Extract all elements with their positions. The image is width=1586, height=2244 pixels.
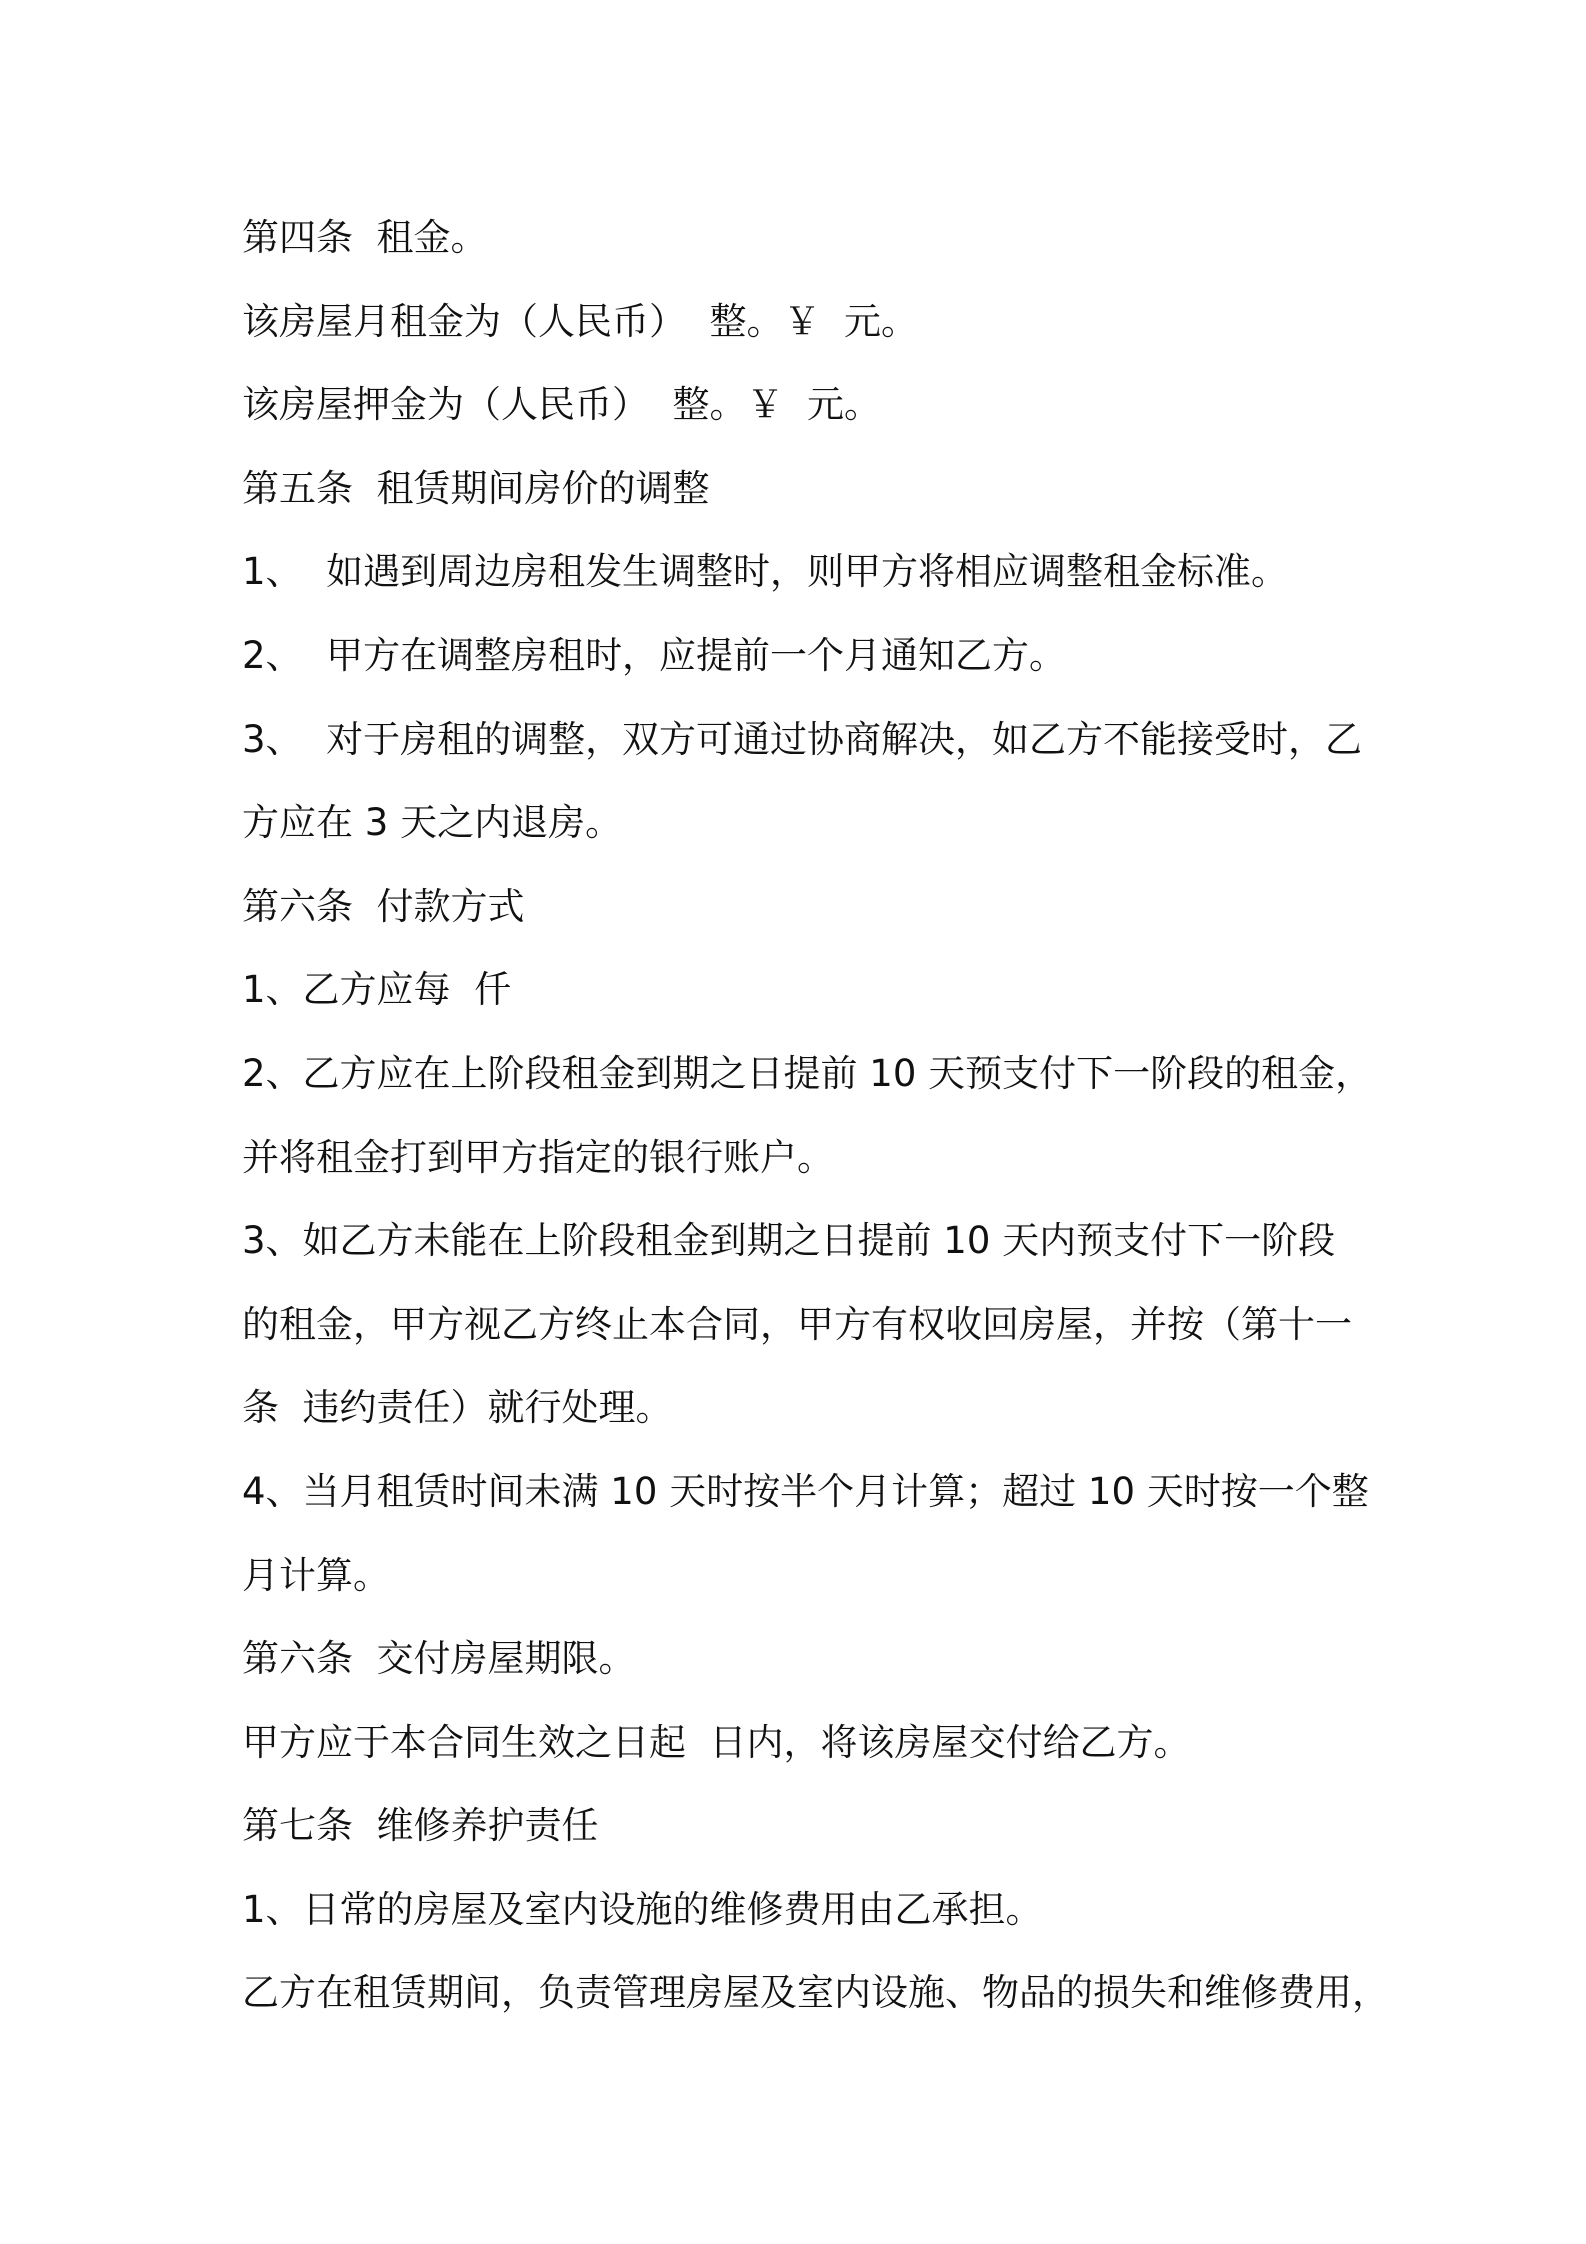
payment-item-2: 2、乙方应在上阶段租金到期之日提前 10 天预支付下一阶段的租金， <box>242 1051 1373 1095</box>
monthly-rent-line: 该房屋月租金为（人民币） 整。￥ 元。 <box>242 299 919 343</box>
payment-item-4-cont: 月计算。 <box>242 1553 390 1597</box>
payment-item-2-cont: 并将租金打到甲方指定的银行账户。 <box>242 1135 834 1179</box>
payment-item-1: 1、乙方应每 仟 <box>242 968 512 1012</box>
article-7-heading: 第七条 维修养护责任 <box>242 1804 599 1848</box>
article-5-item-2: 2、 甲方在调整房租时，应提前一个月通知乙方。 <box>242 633 1067 677</box>
document-body <box>242 196 1389 2035</box>
article-4-heading: 第四条 租金。 <box>242 216 488 259</box>
delivery-text: 甲方应于本合同生效之日起 日内，将该房屋交付给乙方。 <box>242 1720 1191 1764</box>
delivery-heading: 第六条 交付房屋期限。 <box>242 1637 636 1681</box>
payment-item-4: 4、当月租赁时间未满 10 天时按半个月计算；超过 10 天时按一个整 <box>242 1469 1369 1513</box>
article-6-heading: 第六条 付款方式 <box>242 884 525 928</box>
maintenance-item-1: 1、日常的房屋及室内设施的维修费用由乙承担。 <box>242 1887 1043 1931</box>
deposit-line: 该房屋押金为（人民币） 整。￥ 元。 <box>242 383 882 427</box>
article-5-item-3-cont: 方应在 3 天之内退房。 <box>242 801 623 845</box>
payment-item-3-cont-2: 条 违约责任）就行处理。 <box>242 1386 673 1430</box>
payment-item-3-cont: 的租金，甲方视乙方终止本合同，甲方有权收回房屋，并按（第十一 <box>242 1302 1352 1346</box>
article-5-heading: 第五条 租赁期间房价的调整 <box>242 466 710 510</box>
payment-item-3: 3、如乙方未能在上阶段租金到期之日提前 10 天内预支付下一阶段 <box>242 1219 1336 1263</box>
maintenance-text: 乙方在租赁期间，负责管理房屋及室内设施、物品的损失和维修费用， <box>242 1971 1389 2015</box>
article-5-item-1: 1、 如遇到周边房租发生调整时，则甲方将相应调整租金标准。 <box>242 550 1289 594</box>
article-5-item-3: 3、 对于房租的调整，双方可通过协商解决，如乙方不能接受时，乙 <box>242 717 1363 761</box>
